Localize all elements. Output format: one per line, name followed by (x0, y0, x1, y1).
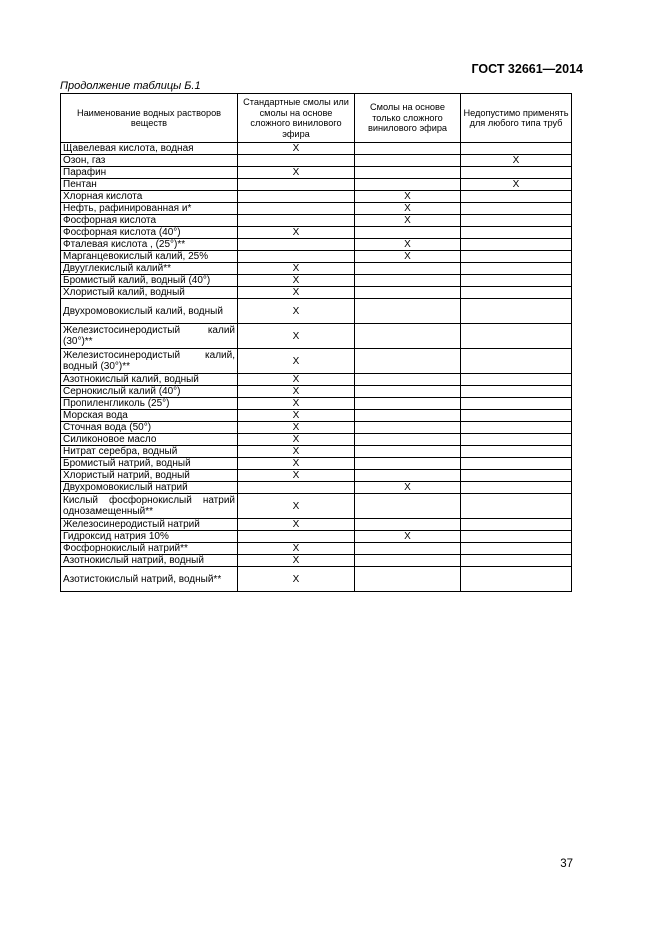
table-row (61, 494, 572, 519)
substance-name: Пентан (61, 179, 238, 191)
substance-name: Двухромовокислый натрий (61, 482, 238, 494)
table-row (61, 167, 572, 179)
substance-name: Кислый фосфорнокислый натрий однозамещенный** (61, 494, 238, 519)
table-row (61, 215, 572, 227)
substance-name: Азотнокислый калий, водный (61, 374, 238, 386)
table-row (61, 555, 572, 567)
page-number: 37 (560, 858, 573, 870)
column-header-vinyl-ester-resins: Смолы на основе только сложного винилового эфира (355, 94, 461, 143)
mark-vinyl-ester-resins (355, 227, 461, 239)
mark-vinyl-ester-resins (355, 470, 461, 482)
mark-standard-resins: X (238, 410, 355, 422)
table-row (61, 275, 572, 287)
mark-vinyl-ester-resins: X (355, 203, 461, 215)
mark-not-allowed (461, 458, 572, 470)
substance-name: Силиконовое масло (61, 434, 238, 446)
table-row (61, 287, 572, 299)
mark-vinyl-ester-resins (355, 410, 461, 422)
table-row (61, 567, 572, 592)
substance-name: Двухромовокислый калий, водный (61, 299, 238, 324)
mark-not-allowed (461, 470, 572, 482)
mark-not-allowed (461, 555, 572, 567)
mark-not-allowed (461, 167, 572, 179)
mark-standard-resins (238, 251, 355, 263)
column-header-substance: Наименование водных растворов веществ (61, 94, 238, 143)
mark-standard-resins: X (238, 349, 355, 374)
table-body (61, 143, 572, 592)
mark-not-allowed: X (461, 155, 572, 167)
mark-standard-resins: X (238, 519, 355, 531)
substance-name: Железистосинеродистый калий, водный (30°)** (61, 349, 238, 374)
substance-name: Щавелевая кислота, водная (61, 143, 238, 155)
mark-not-allowed (461, 543, 572, 555)
mark-not-allowed (461, 239, 572, 251)
mark-standard-resins (238, 531, 355, 543)
mark-not-allowed (461, 299, 572, 324)
mark-not-allowed (461, 398, 572, 410)
substance-name: Фосфорная кислота (40°) (61, 227, 238, 239)
mark-not-allowed (461, 519, 572, 531)
table-header-row (61, 94, 572, 143)
substance-name: Железистосинеродистый калий (30°)** (61, 324, 238, 349)
mark-standard-resins (238, 239, 355, 251)
substance-name: Морская вода (61, 410, 238, 422)
table-caption: Продолжение таблицы Б.1 (60, 80, 201, 92)
resistance-table (60, 93, 572, 592)
mark-vinyl-ester-resins (355, 349, 461, 374)
mark-vinyl-ester-resins (355, 374, 461, 386)
mark-standard-resins (238, 155, 355, 167)
mark-standard-resins: X (238, 458, 355, 470)
table-row (61, 470, 572, 482)
mark-not-allowed (461, 215, 572, 227)
table-row (61, 143, 572, 155)
column-header-not-allowed: Недопустимо применять для любого типа труб (461, 94, 572, 143)
mark-not-allowed (461, 434, 572, 446)
mark-standard-resins (238, 215, 355, 227)
mark-standard-resins: X (238, 446, 355, 458)
mark-standard-resins: X (238, 299, 355, 324)
substance-name: Парафин (61, 167, 238, 179)
substance-name: Нефть, рафинированная и* (61, 203, 238, 215)
substance-name: Железосинеродистый натрий (61, 519, 238, 531)
mark-vinyl-ester-resins: X (355, 191, 461, 203)
mark-standard-resins: X (238, 422, 355, 434)
mark-standard-resins (238, 191, 355, 203)
table-row (61, 251, 572, 263)
mark-standard-resins: X (238, 386, 355, 398)
mark-not-allowed (461, 287, 572, 299)
mark-not-allowed (461, 227, 572, 239)
mark-not-allowed (461, 251, 572, 263)
substance-name: Гидроксид натрия 10% (61, 531, 238, 543)
mark-standard-resins: X (238, 143, 355, 155)
mark-vinyl-ester-resins (355, 263, 461, 275)
mark-standard-resins: X (238, 434, 355, 446)
mark-vinyl-ester-resins: X (355, 215, 461, 227)
table-row (61, 434, 572, 446)
mark-vinyl-ester-resins (355, 143, 461, 155)
mark-not-allowed (461, 567, 572, 592)
mark-vinyl-ester-resins (355, 494, 461, 519)
column-header-standard-resins: Стандартные смолы или смолы на основе сложного винилового эфира (238, 94, 355, 143)
mark-not-allowed (461, 143, 572, 155)
mark-vinyl-ester-resins (355, 324, 461, 349)
mark-not-allowed (461, 349, 572, 374)
substance-name: Бромистый калий, водный (40°) (61, 275, 238, 287)
table-row (61, 179, 572, 191)
mark-vinyl-ester-resins (355, 458, 461, 470)
mark-not-allowed (461, 422, 572, 434)
table-row (61, 519, 572, 531)
table-row (61, 531, 572, 543)
mark-standard-resins (238, 482, 355, 494)
table-row (61, 203, 572, 215)
table-row (61, 349, 572, 374)
table-row (61, 398, 572, 410)
table-row (61, 446, 572, 458)
substance-name: Двууглекислый калий** (61, 263, 238, 275)
table-row (61, 374, 572, 386)
mark-not-allowed (461, 531, 572, 543)
substance-name: Фталевая кислота , (25°)** (61, 239, 238, 251)
mark-vinyl-ester-resins (355, 179, 461, 191)
mark-standard-resins (238, 179, 355, 191)
mark-not-allowed (461, 446, 572, 458)
mark-not-allowed (461, 410, 572, 422)
mark-vinyl-ester-resins: X (355, 251, 461, 263)
mark-vinyl-ester-resins: X (355, 239, 461, 251)
substance-name: Фосфорная кислота (61, 215, 238, 227)
mark-standard-resins: X (238, 567, 355, 592)
mark-standard-resins: X (238, 398, 355, 410)
mark-vinyl-ester-resins: X (355, 531, 461, 543)
table-row (61, 299, 572, 324)
mark-vinyl-ester-resins (355, 543, 461, 555)
mark-vinyl-ester-resins (355, 434, 461, 446)
mark-not-allowed: X (461, 179, 572, 191)
table-row (61, 227, 572, 239)
mark-not-allowed (461, 203, 572, 215)
mark-not-allowed (461, 191, 572, 203)
table-row (61, 324, 572, 349)
mark-standard-resins: X (238, 275, 355, 287)
table-row (61, 410, 572, 422)
table-row (61, 543, 572, 555)
table-row (61, 458, 572, 470)
mark-not-allowed (461, 263, 572, 275)
mark-vinyl-ester-resins (355, 422, 461, 434)
mark-vinyl-ester-resins (355, 398, 461, 410)
mark-standard-resins: X (238, 374, 355, 386)
mark-vinyl-ester-resins (355, 555, 461, 567)
substance-name: Хлористый натрий, водный (61, 470, 238, 482)
mark-standard-resins: X (238, 287, 355, 299)
mark-not-allowed (461, 482, 572, 494)
substance-name: Фосфорнокислый натрий** (61, 543, 238, 555)
mark-vinyl-ester-resins (355, 567, 461, 592)
mark-not-allowed (461, 494, 572, 519)
mark-standard-resins: X (238, 324, 355, 349)
mark-vinyl-ester-resins: X (355, 482, 461, 494)
mark-standard-resins: X (238, 470, 355, 482)
mark-vinyl-ester-resins (355, 167, 461, 179)
table-row (61, 482, 572, 494)
substance-name: Сернокислый калий (40°) (61, 386, 238, 398)
substance-name: Азотистокислый натрий, водный** (61, 567, 238, 592)
substance-name: Нитрат серебра, водный (61, 446, 238, 458)
table-row (61, 263, 572, 275)
substance-name: Бромистый натрий, водный (61, 458, 238, 470)
mark-vinyl-ester-resins (355, 519, 461, 531)
mark-standard-resins (238, 203, 355, 215)
substance-name: Марганцевокислый калий, 25% (61, 251, 238, 263)
substance-name: Хлористый калий, водный (61, 287, 238, 299)
mark-standard-resins: X (238, 494, 355, 519)
mark-not-allowed (461, 324, 572, 349)
table-row (61, 191, 572, 203)
mark-not-allowed (461, 386, 572, 398)
table-row (61, 422, 572, 434)
mark-not-allowed (461, 374, 572, 386)
substance-name: Озон, газ (61, 155, 238, 167)
mark-standard-resins: X (238, 263, 355, 275)
mark-vinyl-ester-resins (355, 287, 461, 299)
table-row (61, 386, 572, 398)
table-row (61, 239, 572, 251)
substance-name: Пропиленгликоль (25°) (61, 398, 238, 410)
table-row (61, 155, 572, 167)
mark-standard-resins: X (238, 227, 355, 239)
substance-name: Сточная вода (50°) (61, 422, 238, 434)
document-code: ГОСТ 32661—2014 (471, 62, 583, 76)
mark-vinyl-ester-resins (355, 299, 461, 324)
mark-vinyl-ester-resins (355, 275, 461, 287)
mark-vinyl-ester-resins (355, 155, 461, 167)
mark-standard-resins: X (238, 555, 355, 567)
substance-name: Хлорная кислота (61, 191, 238, 203)
substance-name: Азотнокислый натрий, водный (61, 555, 238, 567)
mark-standard-resins: X (238, 167, 355, 179)
mark-standard-resins: X (238, 543, 355, 555)
mark-vinyl-ester-resins (355, 446, 461, 458)
mark-vinyl-ester-resins (355, 386, 461, 398)
mark-not-allowed (461, 275, 572, 287)
